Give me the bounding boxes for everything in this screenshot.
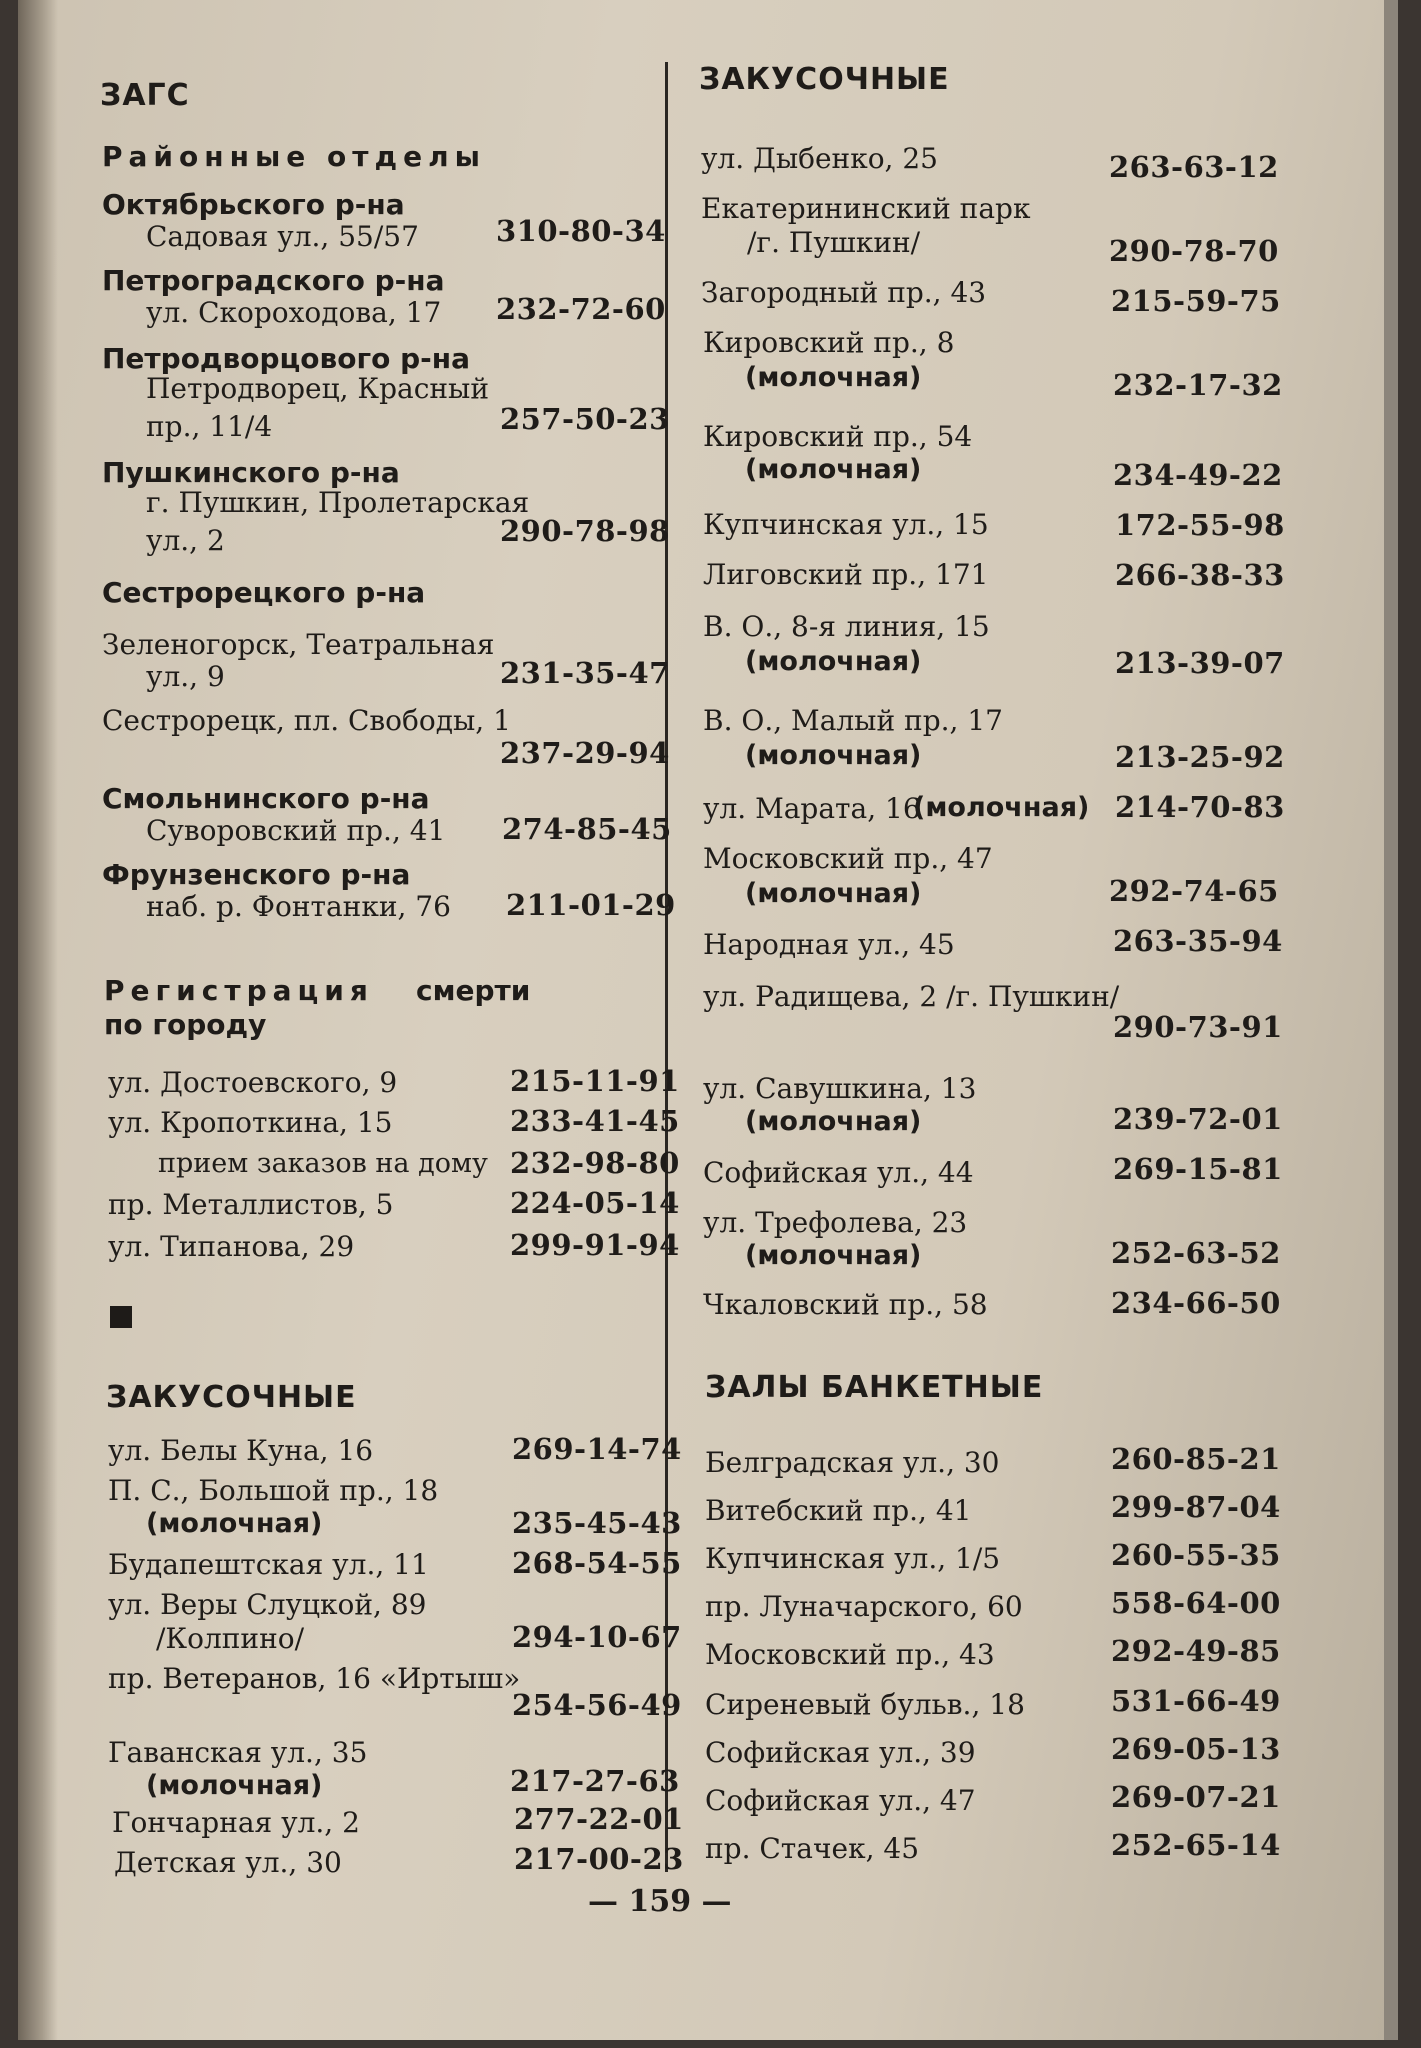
snack-row-addr: В. О., 8-я линия, 15 xyxy=(703,610,990,643)
snack-row-note: (молочная) xyxy=(745,454,922,485)
snack-row-phone: 290-78-70 xyxy=(1109,234,1279,268)
snack-row-addr: пр. Ветеранов, 16 «Иртыш» xyxy=(108,1662,521,1695)
pushkinsky-name: Пушкинского р-на xyxy=(102,456,400,489)
snack-row-addr: Детская ул., 30 xyxy=(114,1846,342,1879)
petrodvortsovy-addr1: Петродворец, Красный xyxy=(146,372,489,405)
frunzensky-name: Фрунзенского р-на xyxy=(102,858,411,891)
snack-row-note: (молочная) xyxy=(745,878,922,909)
oktyabrsky-addr: Садовая ул., 55/57 xyxy=(146,220,419,253)
snack-row-addr: ул. Радищева, 2 /г. Пушкин/ xyxy=(703,980,1120,1013)
sestroretsky-phone1: 231-35-47 xyxy=(500,656,670,690)
banquet-row-addr: Белградская ул., 30 xyxy=(705,1446,1000,1479)
banquet-row-phone: 531-66-49 xyxy=(1111,1684,1281,1718)
pushkinsky-addr1: г. Пушкин, Пролетарская xyxy=(146,486,530,519)
snack-row-note: /г. Пушкин/ xyxy=(747,226,921,259)
snack-row-addr: Гончарная ул., 2 xyxy=(112,1806,360,1839)
sestroretsky-addr2: Сестрорецк, пл. Свободы, 1 xyxy=(102,704,511,737)
snack-row-phone: 266-38-33 xyxy=(1115,558,1285,592)
page-fold-shadow xyxy=(18,0,58,2040)
snack-title-left: ЗАКУСОЧНЫЕ xyxy=(106,1380,357,1415)
book-page xyxy=(18,0,1398,2040)
snack-row-addr: Лиговский пр., 171 xyxy=(703,558,989,591)
zags-title: ЗАГС xyxy=(100,78,190,113)
snack-row-phone: 217-00-23 xyxy=(514,1842,684,1876)
snack-row-note: (молочная) xyxy=(745,646,922,677)
smolninsky-addr: Суворовский пр., 41 xyxy=(146,814,446,847)
death-row-phone: 215-11-91 xyxy=(510,1064,680,1098)
petrogradsky-addr: ул. Скороходова, 17 xyxy=(146,296,442,329)
snack-row-note: (молочная) xyxy=(745,362,922,393)
snack-row-addr: Народная ул., 45 xyxy=(703,928,955,961)
snack-row-phone: 277-22-01 xyxy=(514,1802,684,1836)
banquet-row-phone: 299-87-04 xyxy=(1111,1490,1281,1524)
snack-row-phone: 290-73-91 xyxy=(1113,1010,1283,1044)
snack-row-addr: ул. Трефолева, 23 xyxy=(703,1206,968,1239)
banquet-row-addr: пр. Стачек, 45 xyxy=(705,1832,920,1865)
snack-row-addr: ул. Дыбенко, 25 xyxy=(701,142,938,175)
snack-row-note: (молочная) xyxy=(913,792,1090,823)
banquet-row-phone: 269-07-21 xyxy=(1111,1780,1281,1814)
snack-row-addr: ул. Савушкина, 13 xyxy=(703,1072,977,1105)
sestroretsky-addr1b: ул., 9 xyxy=(146,660,225,693)
snack-row-addr: ул. Белы Куна, 16 xyxy=(108,1434,374,1467)
smolninsky-phone: 274-85-45 xyxy=(502,812,672,846)
district-heading: Районные отделы xyxy=(102,140,486,173)
death-row-addr: ул. Достоевского, 9 xyxy=(108,1066,398,1099)
snack-row-phone: 269-15-81 xyxy=(1113,1152,1283,1186)
banquet-row-addr: Витебский пр., 41 xyxy=(705,1494,972,1527)
petrogradsky-name: Петроградского р-на xyxy=(102,264,445,297)
death-row-phone: 224-05-14 xyxy=(510,1186,680,1220)
pushkinsky-phone: 290-78-98 xyxy=(500,514,670,548)
frunzensky-phone: 211-01-29 xyxy=(506,888,676,922)
snack-row-addr: П. С., Большой пр., 18 xyxy=(108,1474,439,1507)
section-marker-square xyxy=(110,1306,132,1328)
sestroretsky-phone2: 237-29-94 xyxy=(500,736,670,770)
snack-row-phone: 252-63-52 xyxy=(1111,1236,1281,1270)
pushkinsky-addr2: ул., 2 xyxy=(146,524,225,557)
death-row-phone: 233-41-45 xyxy=(510,1104,680,1138)
snack-row-note: (молочная) xyxy=(745,1106,922,1137)
snack-row-note: (молочная) xyxy=(745,1240,922,1271)
snack-row-phone: 214-70-83 xyxy=(1115,790,1285,824)
snack-row-phone: 269-14-74 xyxy=(512,1432,682,1466)
death-heading-2: по городу xyxy=(104,1008,267,1041)
snack-row-phone: 234-66-50 xyxy=(1111,1286,1281,1320)
death-row-addr: ул. Типанова, 29 xyxy=(108,1230,355,1263)
oktyabrsky-phone: 310-80-34 xyxy=(496,214,666,248)
snack-row-addr: Будапештская ул., 11 xyxy=(108,1548,429,1581)
snack-row-phone: 213-25-92 xyxy=(1115,740,1285,774)
snack-row-phone: 235-45-43 xyxy=(512,1506,682,1540)
death-row-addr: ул. Кропоткина, 15 xyxy=(108,1106,393,1139)
snack-row-addr: Чкаловский пр., 58 xyxy=(703,1288,988,1321)
snack-row-phone: 213-39-07 xyxy=(1115,646,1285,680)
snack-row-phone: 234-49-22 xyxy=(1113,458,1283,492)
page-number: — 159 — xyxy=(588,1884,732,1919)
snack-row-phone: 268-54-55 xyxy=(512,1546,682,1580)
snack-row-addr: ул. Марата, 16 xyxy=(703,792,921,825)
death-heading-1b: смерти xyxy=(416,974,531,1007)
petrodvortsovy-name: Петродворцового р-на xyxy=(102,342,471,375)
banquet-row-addr: Софийская ул., 47 xyxy=(705,1784,976,1817)
snack-row-addr: Софийская ул., 44 xyxy=(703,1156,974,1189)
frunzensky-addr: наб. р. Фонтанки, 76 xyxy=(146,890,451,923)
snack-row-addr: Загородный пр., 43 xyxy=(701,276,987,309)
snack-row-phone: 263-63-12 xyxy=(1109,150,1279,184)
petrodvortsovy-phone: 257-50-23 xyxy=(500,402,670,436)
snack-row-addr: Кировский пр., 8 xyxy=(703,326,955,359)
snack-row-addr: Купчинская ул., 15 xyxy=(703,508,989,541)
snack-row-phone: 217-27-63 xyxy=(510,1764,680,1798)
petrodvortsovy-addr2: пр., 11/4 xyxy=(146,410,273,443)
banquet-row-addr: пр. Луначарского, 60 xyxy=(705,1590,1023,1623)
death-row-addr: пр. Металлистов, 5 xyxy=(108,1188,394,1221)
snack-row-addr: В. О., Малый пр., 17 xyxy=(703,704,1003,737)
snack-row-phone: 232-17-32 xyxy=(1113,368,1283,402)
death-row-phone: 232-98-80 xyxy=(510,1146,680,1180)
sestroretsky-name: Сестрорецкого р-на xyxy=(102,576,426,609)
banquet-row-addr: Софийская ул., 39 xyxy=(705,1736,976,1769)
snack-row-phone: 292-74-65 xyxy=(1109,874,1279,908)
oktyabrsky-name: Октябрьского р-на xyxy=(102,188,405,221)
snack-row-phone: 263-35-94 xyxy=(1113,924,1283,958)
snack-row-phone: 172-55-98 xyxy=(1115,508,1285,542)
banquet-row-phone: 269-05-13 xyxy=(1111,1732,1281,1766)
snack-row-note: /Колпино/ xyxy=(156,1622,305,1655)
snack-row-addr: Екатерининский парк xyxy=(701,192,1031,225)
smolninsky-name: Смольнинского р-на xyxy=(102,782,430,815)
banquet-row-addr: Московский пр., 43 xyxy=(705,1638,995,1671)
petrogradsky-phone: 232-72-60 xyxy=(496,292,666,326)
snack-row-addr: ул. Веры Слуцкой, 89 xyxy=(108,1588,427,1621)
banquet-title: ЗАЛЫ БАНКЕТНЫЕ xyxy=(705,1370,1044,1405)
banquet-row-phone: 252-65-14 xyxy=(1111,1828,1281,1862)
death-heading-1: Регистрация xyxy=(104,974,374,1007)
death-row-phone: 299-91-94 xyxy=(510,1228,680,1262)
snack-title-right: ЗАКУСОЧНЫЕ xyxy=(699,62,950,97)
banquet-row-addr: Сиреневый бульв., 18 xyxy=(705,1688,1025,1721)
death-row-addr: прием заказов на дому xyxy=(158,1148,488,1179)
snack-row-phone: 294-10-67 xyxy=(512,1620,682,1654)
sestroretsky-addr1: Зеленогорск, Театральная xyxy=(102,628,495,661)
snack-row-addr: Кировский пр., 54 xyxy=(703,420,973,453)
banquet-row-phone: 260-85-21 xyxy=(1111,1442,1281,1476)
banquet-row-phone: 260-55-35 xyxy=(1111,1538,1281,1572)
banquet-row-phone: 558-64-00 xyxy=(1111,1586,1281,1620)
snack-row-phone: 254-56-49 xyxy=(512,1688,682,1722)
banquet-row-addr: Купчинская ул., 1/5 xyxy=(705,1542,1001,1575)
snack-row-note: (молочная) xyxy=(146,1770,323,1801)
snack-row-note: (молочная) xyxy=(146,1508,323,1539)
banquet-row-phone: 292-49-85 xyxy=(1111,1634,1281,1668)
column-divider xyxy=(665,62,668,1872)
snack-row-phone: 215-59-75 xyxy=(1111,284,1281,318)
snack-row-addr: Гаванская ул., 35 xyxy=(108,1736,368,1769)
snack-row-note: (молочная) xyxy=(745,740,922,771)
snack-row-addr: Московский пр., 47 xyxy=(703,842,993,875)
snack-row-phone: 239-72-01 xyxy=(1113,1102,1283,1136)
